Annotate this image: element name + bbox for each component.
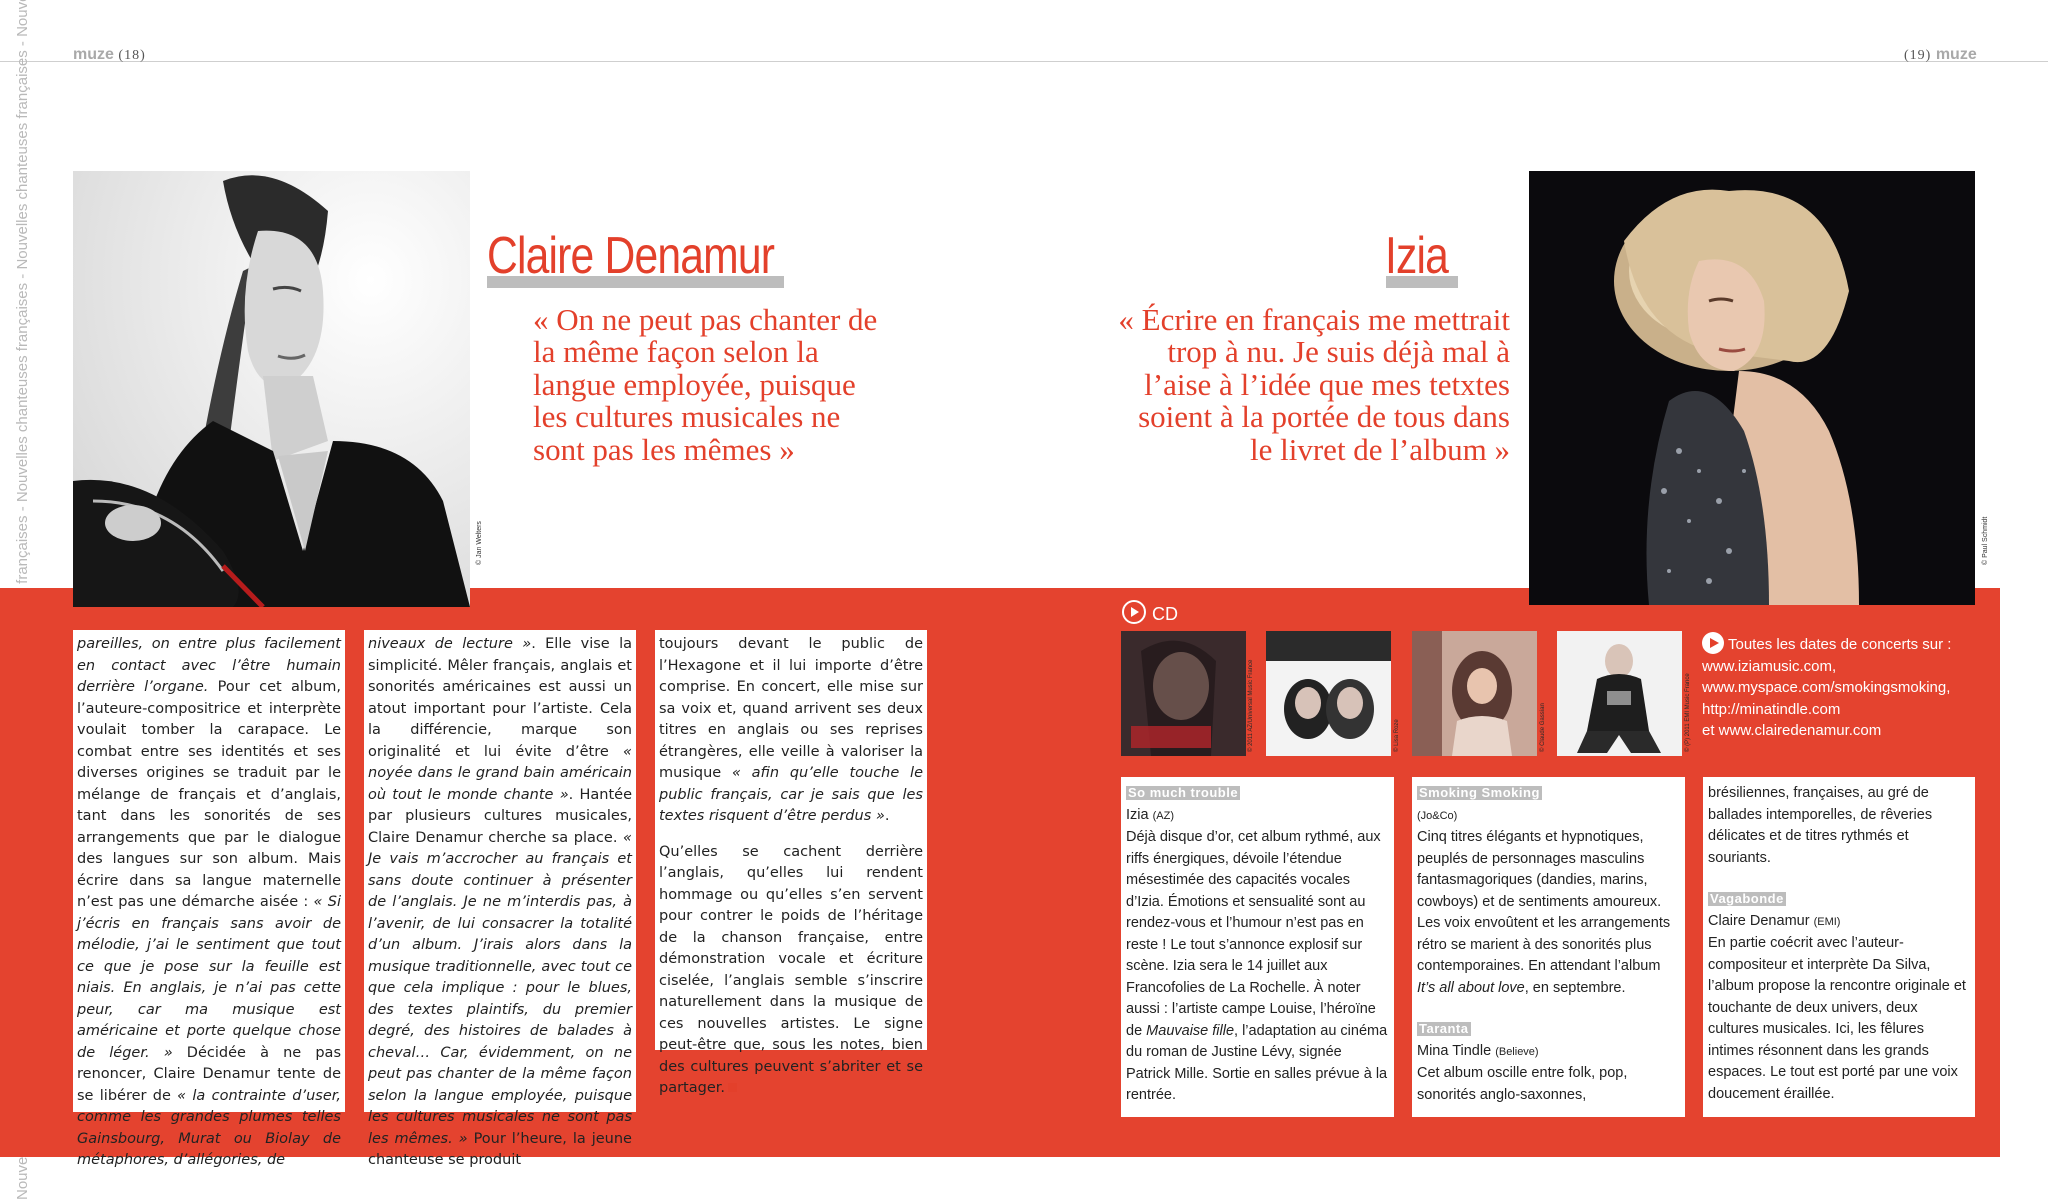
concert-link[interactable]: www.myspace.com/smokingsmoking,	[1702, 679, 1951, 696]
review-vagabonde	[1703, 777, 1975, 1105]
cover-credit: © Lisa Roze	[1394, 719, 1400, 752]
pull-quote: « On ne peut pas chanter de la même façon selon la langue employée, puisque les cultures musicales ne sont pas les mêmes »	[533, 302, 878, 467]
play-icon	[1122, 600, 1146, 624]
text-run: niveaux de lecture »	[368, 636, 532, 652]
album-title: Smoking Smoking	[1419, 785, 1540, 800]
cover-credit: © Claude Gassian	[1540, 703, 1546, 752]
magazine-brand: muze	[73, 46, 114, 63]
film-title: Mauvaise fille	[1146, 1022, 1235, 1039]
album-reference: It’s all about love	[1417, 979, 1525, 996]
article-text	[655, 630, 927, 1100]
review-text: , l’adaptation au cinéma du roman de Justine Lévy, signée Patrick Mille. Sortie en salles prévue à la rentrée.	[1126, 1022, 1388, 1103]
cd-section-label	[1122, 600, 1178, 626]
concert-dates	[1702, 632, 1972, 742]
text-run: Pour l’heure, la jeune chanteuse se produit	[368, 1130, 632, 1168]
concert-link[interactable]: www.iziamusic.com,	[1702, 657, 1837, 675]
text-run: « la contrainte d’user, comme les grandes plumes telles Gainsbourg, Murat ou Biolay de métaphores, d’allégories, de	[77, 1087, 341, 1168]
text-run: . Hantée par plusieurs cultures musicales, Claire Denamur cherche sa place.	[368, 786, 632, 846]
text-run: « Je vais m’accrocher au français et sans doute continuer à présenter de l’anglais. Je ne m’interdis pas, à l’avenir, de lui consacrer la totalité d’un album. J’irais alors dans la musique traditionnelle, avec tout ce que cela implique : pour le blues, des textes plaintifs, du premier degré, des histoires de balades à cheval… Car, évidemment, on ne peut pas chanter de la même façon selon la langue employée, puisque les cultures musicales ne sont pas les mêmes. »	[368, 829, 632, 1147]
text-run: toujours devant le public de l’Hexagone et il lui importe d’être comprise. En concert, elle mise sur sa voix et, quand arrivent ses deux titres en anglais ou ses reprises étrangères, elle veille à valoriser la musique	[659, 636, 923, 781]
end-mark-icon	[728, 1083, 737, 1092]
review-box-1	[1121, 777, 1394, 1117]
artist-name: Izia	[1385, 227, 1449, 285]
article-column-2	[364, 630, 636, 1168]
review-text: Cet album oscille entre folk, pop, sonorités anglo-saxonnes,	[1417, 1065, 1628, 1103]
concert-link[interactable]: et www.clairedenamur.com	[1702, 722, 1882, 739]
concert-link[interactable]: http://minatindle.com	[1702, 700, 1841, 718]
text-run: pareilles, on entre plus facilement en contact avec l’être humain derrière l’organe.	[77, 636, 341, 695]
photo-credit: © Paul Schmidt	[1982, 516, 1989, 565]
cd-label-text: CD	[1152, 604, 1178, 624]
article-text	[364, 630, 636, 1172]
folio-left	[73, 46, 146, 64]
photo-claire-denamur	[73, 171, 470, 607]
page-number: (18)	[118, 48, 146, 63]
magazine-brand: muze	[1935, 46, 1977, 63]
record-label: (AZ)	[1152, 809, 1174, 822]
text-run: .	[884, 808, 890, 824]
review-text: Déjà disque d’or, cet album rythmé, aux riffs énergiques, dévoile l’étendue mésestimée des capacités vocales d’Izia. Émotions et sensualité sont au rendez-vous et l’humour n’est pas en reste ! Le tout s’annonce explosif sur scène. Izia sera le 14 juillet aux Francofolies de La Rochelle. À noter aussi : l’artiste campe Louise, l’héroïne de	[1126, 829, 1381, 1039]
album-artist: Izia	[1126, 806, 1149, 823]
cover-credit: © (P) 2011 EMI Music France	[1685, 673, 1691, 752]
artist-name: Claire Denamur	[487, 227, 775, 285]
album-cover-so-much-trouble	[1121, 631, 1246, 756]
review-smoking-smoking	[1412, 777, 1685, 1106]
text-run: « Si j’écris en français sans avoir de mélodie, j’ai le sentiment que tout ce que je pose sur la feuille est niais. En anglais, je n’ai pas cette peur, car ma musique est américaine et porte quelque chose de léger. »	[77, 894, 341, 1061]
spacer	[1708, 869, 1970, 889]
review-text: Cinq titres élégants et hypnotiques, peuplés de personnages masculins fantasmagoriques (dandies, marins, cowboys) et de sentiments amoureux. Les voix envoûtent et les arrangements rétro se marient à des sonorités plus contemporaines. En attendant l’album	[1417, 829, 1671, 974]
record-label: (EMI)	[1813, 915, 1841, 928]
album-cover-taranta	[1412, 631, 1537, 756]
album-title: So much trouble	[1128, 785, 1239, 800]
cover-credit: © 2011 AZ/Universal Music France	[1248, 659, 1254, 752]
article-column-3	[655, 630, 927, 1096]
album-cover-smoking-smoking	[1266, 631, 1391, 756]
text-run: . Elle vise la simplicité. Mêler français, anglais et sonorités américaines est aussi un atout important pour l’artiste. Cela la différencie, marque son originalité et lui évite d’être	[368, 636, 632, 760]
review-text: brésiliennes, françaises, au gré de ballades intemporelles, de rêveries délicates et de titres rythmés et souriants.	[1708, 785, 1933, 866]
record-label: (Believe)	[1495, 1045, 1539, 1058]
concert-intro: Toutes les dates de concerts sur :	[1728, 636, 1952, 653]
review-so-much-trouble	[1121, 777, 1394, 1107]
review-box-3	[1703, 777, 1975, 1117]
text-run: Décidée à ne pas renoncer, Claire Denamur tente de se libérer de	[77, 1044, 341, 1104]
article-text	[73, 630, 345, 1172]
record-label: (Jo&Co)	[1417, 809, 1458, 822]
album-artist: Mina Tindle	[1417, 1042, 1492, 1059]
album-artist: Claire Denamur	[1708, 912, 1810, 929]
album-title: Vagabonde	[1710, 891, 1784, 906]
album-title: Taranta	[1419, 1021, 1469, 1036]
spacer	[1417, 999, 1680, 1019]
photo-credit: © Jan Welters	[476, 521, 483, 565]
review-text: En partie coécrit avec l’auteur-compositeur et interprète Da Silva, l’album propose la rencontre originale et touchante de deux univers, deux cultures musicales. Ici, les fêlures intimes résonnent dans les grands espaces. Le tout est porté par une voix doucement éraillée.	[1708, 935, 1966, 1102]
review-text: , en septembre.	[1524, 979, 1626, 996]
text-run: Pour cet album, l’auteure-compositrice et interprète voulait tomber la carapace. Le combat entre ses identités et ses diverses origines se traduit par le mélange de français et d’anglais, tant dans les sonorités de ses arrangements que par le dialogue des langues sur son album. Mais écrire dans sa langue maternelle n’est pas une démarche aisée :	[77, 679, 341, 910]
play-icon	[1702, 632, 1724, 654]
article-column-1	[73, 630, 345, 1168]
pull-quote: « Écrire en français me mettrait trop à nu. Je suis déjà mal à l’aise à l’idée que mes tetxtes soient à la portée de tous dans le livret de l’album »	[1118, 302, 1510, 467]
text-run: « noyée dans le grand bain américain où tout le monde chante »	[368, 743, 632, 803]
text-run: Qu’elles se cachent derrière l’anglais, qu’elles lui rendent hommage ou qu’elles s’en servent pour contrer le poids de l’héritage de la chanson française, entre démonstration vocale et écriture ciselée, l’anglais semble s’inscrire naturellement dans la musique de ces nouvelles artistes. Le signe peut-être que, sous les notes, bien des cultures peuvent s’abriter et se partager.	[659, 843, 923, 1096]
review-box-2	[1412, 777, 1685, 1117]
photo-izia	[1529, 171, 1975, 605]
folio-right	[1904, 46, 1977, 64]
header-rule	[0, 61, 2048, 62]
album-cover-vagabonde	[1557, 631, 1682, 756]
page-number: (19)	[1904, 48, 1932, 63]
text-run: « afin qu’elle touche le public français, car je sais que les textes risquent d’être perdus »	[659, 765, 923, 824]
paragraph-break	[659, 828, 923, 842]
